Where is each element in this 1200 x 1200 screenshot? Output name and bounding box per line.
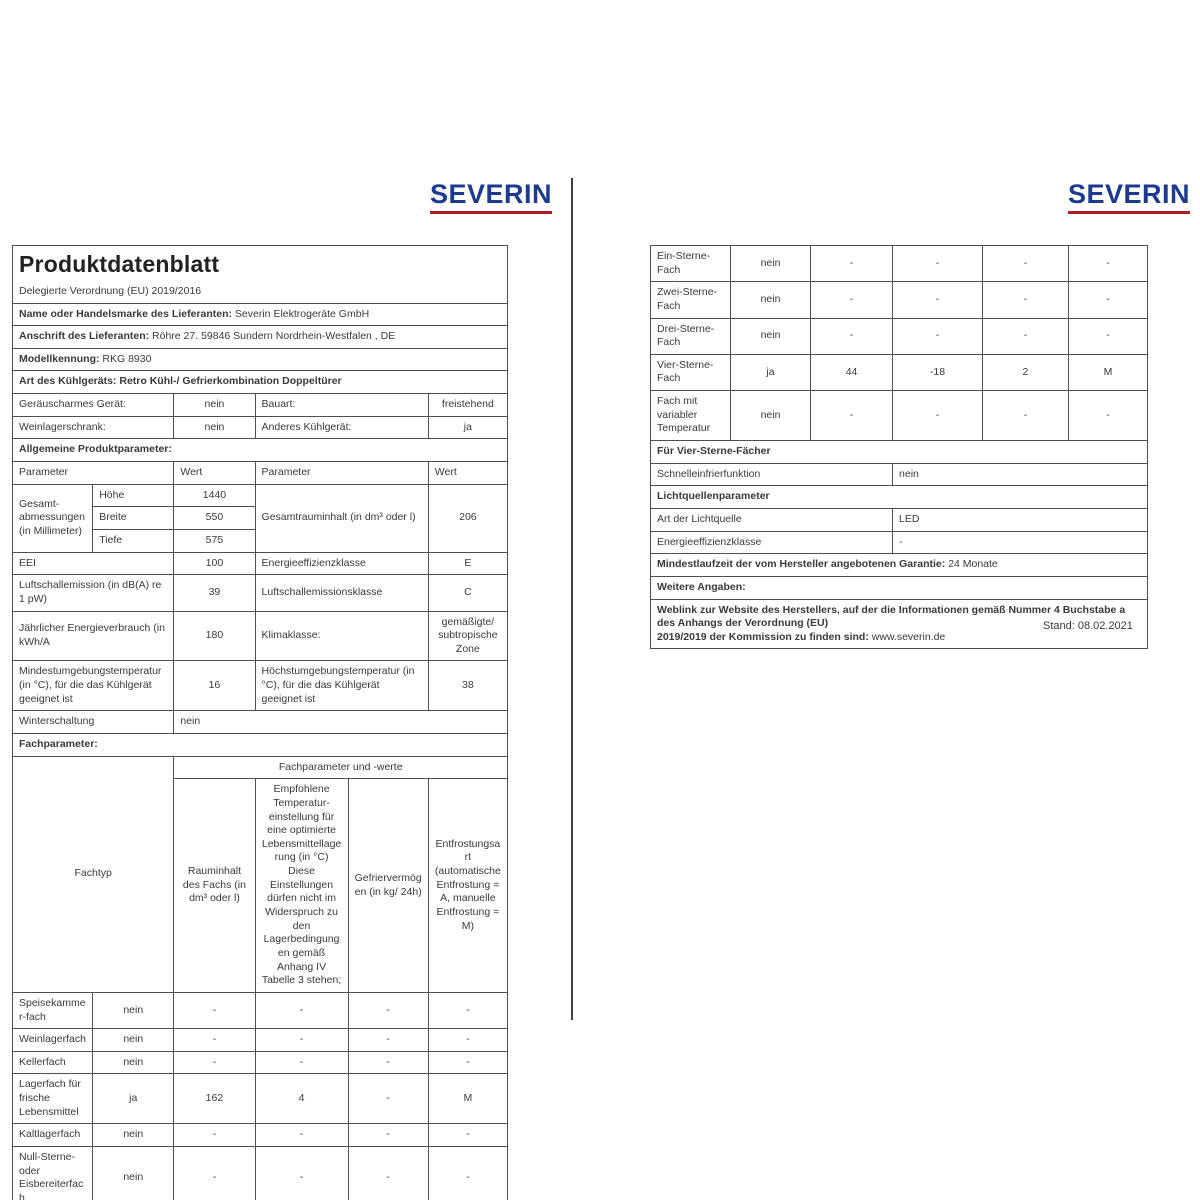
- cell-value: nein: [93, 1029, 174, 1052]
- field-label: Art des Kühlgeräts:: [19, 375, 117, 388]
- compartment-label: Weinlagerfach: [13, 1029, 93, 1052]
- param-label: Klimaklasse:: [255, 611, 428, 661]
- field-label: Name oder Handelsmarke des Lieferanten:: [19, 307, 232, 320]
- dimension-name: Tiefe: [93, 529, 174, 552]
- device-type-row: [13, 371, 508, 394]
- param-label: Anderes Kühlgerät:: [255, 416, 428, 439]
- cell-value: -: [255, 1124, 348, 1147]
- compartment-label: Drei-Sterne-Fach: [651, 318, 731, 354]
- cell-value: -: [428, 1147, 507, 1200]
- section-header: Weitere Angaben:: [651, 576, 1148, 599]
- table-row: [13, 1124, 508, 1147]
- cell-value: M: [428, 1074, 507, 1124]
- param-value: 39: [174, 575, 255, 611]
- fast-freeze-row: [651, 463, 1148, 486]
- column-header: Parameter: [13, 462, 174, 485]
- cell-value: -: [893, 282, 983, 318]
- dimension-name: Höhe: [93, 484, 174, 507]
- cell-value: -: [982, 246, 1068, 282]
- cell-value: -: [174, 1124, 255, 1147]
- cell-value: -: [982, 318, 1068, 354]
- param-label: Jährlicher Energieverbrauch (in kWh/A: [13, 611, 174, 661]
- field-value: 24 Monate: [948, 558, 998, 571]
- column-header: Wert: [174, 462, 255, 485]
- param-value: 38: [428, 661, 507, 711]
- param-label: Gesamtrauminhalt (in dm³ oder l): [255, 484, 428, 552]
- param-label: EEI: [13, 552, 174, 575]
- four-star-section-row: [651, 441, 1148, 464]
- energy-row: [13, 611, 508, 661]
- cell-value: M: [1068, 354, 1147, 390]
- column-header: Fachtyp: [13, 756, 174, 992]
- dimensions-row-hoehe: [13, 484, 508, 507]
- cell-value: 2: [982, 354, 1068, 390]
- cell-value: nein: [93, 1124, 174, 1147]
- cell-value: 44: [811, 354, 893, 390]
- field-label: Modellkennung:: [19, 352, 100, 365]
- param-value: gemäßigte/ subtropische Zone: [428, 611, 507, 661]
- cell-value: -: [1068, 391, 1147, 441]
- compartment-label: Ein-Sterne-Fach: [651, 246, 731, 282]
- table-row: [651, 391, 1148, 441]
- winter-switch-row: [13, 711, 508, 734]
- quiet-device-row: [13, 394, 508, 417]
- cell-value: -: [428, 992, 507, 1028]
- field-label: Anschrift des Lieferanten:: [19, 330, 150, 343]
- page-title: Produktdatenblatt: [19, 251, 220, 277]
- section-header: Für Vier-Sterne-Fächer: [651, 441, 1148, 464]
- severin-logo-right: [1068, 181, 1190, 214]
- cell-value: -: [428, 1051, 507, 1074]
- param-value: 16: [174, 661, 255, 711]
- param-value: ja: [428, 416, 507, 439]
- table-row: [13, 992, 508, 1028]
- field-label: 2019/2019 der Kommission zu finden sind:: [657, 630, 869, 643]
- severin-logo-text: SEVERIN: [430, 181, 552, 214]
- table-row: [13, 1029, 508, 1052]
- cell-value: -: [255, 1051, 348, 1074]
- column-header: Parameter: [255, 462, 428, 485]
- param-value: nein: [174, 711, 508, 734]
- param-label: Gesamt-abmessungen (in Millimeter): [13, 484, 93, 552]
- param-label: Winterschaltung: [13, 711, 174, 734]
- dimension-value: 1440: [174, 484, 255, 507]
- cell-value: -: [348, 1029, 428, 1052]
- compartment-label: Lagerfach für frische Lebensmittel: [13, 1074, 93, 1124]
- compartment-label: Zwei-Sterne-Fach: [651, 282, 731, 318]
- supplier-address-row: [13, 326, 508, 349]
- column-header: Rauminhalt des Fachs (in dm³ oder l): [174, 779, 255, 993]
- cell-value: 4: [255, 1074, 348, 1124]
- param-label: Geräuscharmes Gerät:: [13, 394, 174, 417]
- field-label: Weblink zur Website des Herstellers, auf der die Informationen gemäß Nummer 4 Buchstabe a des Anhangs der Verordnung (EU): [657, 603, 1126, 630]
- cell-value: -: [1068, 282, 1147, 318]
- cell-value: nein: [731, 391, 811, 441]
- light-section-row: [651, 486, 1148, 509]
- section-header: Lichtquellenparameter: [651, 486, 1148, 509]
- table-row: [651, 318, 1148, 354]
- param-value: nein: [174, 394, 255, 417]
- cell-value: nein: [731, 246, 811, 282]
- column-header: Wert: [428, 462, 507, 485]
- cell-value: -: [174, 992, 255, 1028]
- param-header-row: [13, 462, 508, 485]
- cell-value: ja: [93, 1074, 174, 1124]
- table-row: [13, 1147, 508, 1200]
- general-section-row: [13, 439, 508, 462]
- cell-value: nein: [93, 992, 174, 1028]
- model-row: [13, 348, 508, 371]
- field-value: RKG 8930: [102, 352, 152, 365]
- product-datasheet-table: [12, 245, 508, 1200]
- cell-value: -: [348, 1147, 428, 1200]
- param-value: 206: [428, 484, 507, 552]
- cell-value: -: [428, 1124, 507, 1147]
- ambient-temp-row: [13, 661, 508, 711]
- param-value: LED: [893, 508, 1148, 531]
- dimension-value: 575: [174, 529, 255, 552]
- param-label: Energieeffizienzklasse: [255, 552, 428, 575]
- cell-value: ja: [731, 354, 811, 390]
- compartment-group-header-row: [13, 756, 508, 779]
- cell-value: nein: [731, 282, 811, 318]
- field-label: Mindestlaufzeit der vom Hersteller angebotenen Garantie:: [657, 558, 946, 571]
- cell-value: -: [255, 1029, 348, 1052]
- weblink-url: www.severin.de: [871, 630, 946, 643]
- param-value: E: [428, 552, 507, 575]
- table-row: [651, 246, 1148, 282]
- param-value: 180: [174, 611, 255, 661]
- table-row: [651, 354, 1148, 390]
- param-label: Schnelleinfrierfunktion: [651, 463, 893, 486]
- title-row: [13, 246, 508, 304]
- param-label: Mindestumgebungstemperatur (in °C), für die das Kühlgerät geeignet ist: [13, 661, 174, 711]
- cell-value: -: [811, 282, 893, 318]
- field-value: Severin Elektrogeräte GmbH: [234, 307, 370, 320]
- param-label: Energieeffizienzklasse: [651, 531, 893, 554]
- revision-date: Stand: 08.02.2021: [1043, 620, 1133, 632]
- right-page: [650, 245, 1148, 649]
- compartment-label: Kaltlagerfach: [13, 1124, 93, 1147]
- cell-value: -: [1068, 246, 1147, 282]
- cell-value: -: [174, 1051, 255, 1074]
- section-header: Allgemeine Produktparameter:: [13, 439, 508, 462]
- cell-value: 162: [174, 1074, 255, 1124]
- field-value: Röhre 27. 59846 Sundern Nordrhein-Westfalen , DE: [152, 330, 396, 343]
- column-header: Empfohlene Temperatur-einstellung für eine optimierte Lebensmittellagerung (in °C) Diese Einstellungen dürfen nicht im Widerspruch zu den Lagerbedingungen gemäß Anhang IV Tabelle 3 stehen;: [255, 779, 348, 993]
- cell-value: -: [893, 391, 983, 441]
- param-label: Art der Lichtquelle: [651, 508, 893, 531]
- param-label: Luftschallemission (in dB(A) re 1 pW): [13, 575, 174, 611]
- param-value: nein: [174, 416, 255, 439]
- param-value: -: [893, 531, 1148, 554]
- field-value: Retro Kühl-/ Gefrierkombination Doppeltürer: [119, 375, 342, 388]
- light-eei-row: [651, 531, 1148, 554]
- section-header: Fachparameter:: [13, 733, 508, 756]
- cell-value: -: [174, 1147, 255, 1200]
- dimension-name: Breite: [93, 507, 174, 530]
- cell-value: -: [348, 992, 428, 1028]
- noise-row: [13, 575, 508, 611]
- table-row: [13, 1074, 508, 1124]
- compartment-label: Null-Sterne- oder Eisbereiterfach: [13, 1147, 93, 1200]
- cell-value: -: [811, 318, 893, 354]
- page-subtitle: Delegierte Verordnung (EU) 2019/2016: [19, 284, 202, 297]
- cell-value: -: [428, 1029, 507, 1052]
- table-row: [651, 282, 1148, 318]
- column-header: Gefriervermögen (in kg/ 24h): [348, 779, 428, 993]
- cell-value: -: [174, 1029, 255, 1052]
- cell-value: -: [982, 391, 1068, 441]
- param-value: 100: [174, 552, 255, 575]
- cell-value: -: [255, 1147, 348, 1200]
- severin-logo-left: [430, 181, 552, 214]
- cell-value: nein: [93, 1147, 174, 1200]
- compartment-section-row: [13, 733, 508, 756]
- more-info-row: [651, 576, 1148, 599]
- compartment-label: Speisekammer-fach: [13, 992, 93, 1028]
- cell-value: -: [811, 246, 893, 282]
- supplier-name-row: [13, 303, 508, 326]
- cell-value: -18: [893, 354, 983, 390]
- cell-value: -: [893, 246, 983, 282]
- compartment-label: Vier-Sterne-Fach: [651, 354, 731, 390]
- cell-value: nein: [731, 318, 811, 354]
- cell-value: -: [255, 992, 348, 1028]
- param-label: Weinlagerschrank:: [13, 416, 174, 439]
- cell-value: -: [982, 282, 1068, 318]
- wine-storage-row: [13, 416, 508, 439]
- cell-value: -: [1068, 318, 1147, 354]
- param-label: Höchstumgebungstemperatur (in °C), für die das Kühlgerät geeignet ist: [255, 661, 428, 711]
- eei-row: [13, 552, 508, 575]
- severin-logo-text: SEVERIN: [1068, 181, 1190, 214]
- cell-value: -: [348, 1124, 428, 1147]
- cell-value: -: [811, 391, 893, 441]
- column-header: Fachparameter und -werte: [174, 756, 508, 779]
- left-page: [12, 245, 508, 1200]
- dimension-value: 550: [174, 507, 255, 530]
- compartment-label: Fach mit variabler Temperatur: [651, 391, 731, 441]
- warranty-row: [651, 554, 1148, 577]
- page-divider-line: [571, 178, 573, 1020]
- table-row: [13, 1051, 508, 1074]
- column-header: Entfrostungsart (automatische Entfrostung = A, manuelle Entfrostung = M): [428, 779, 507, 993]
- cell-value: -: [348, 1051, 428, 1074]
- cell-value: nein: [93, 1051, 174, 1074]
- param-value: C: [428, 575, 507, 611]
- product-datasheet-table-continued: [650, 245, 1148, 649]
- light-type-row: [651, 508, 1148, 531]
- param-label: Bauart:: [255, 394, 428, 417]
- param-label: Luftschallemissionsklasse: [255, 575, 428, 611]
- param-value: freistehend: [428, 394, 507, 417]
- compartment-label: Kellerfach: [13, 1051, 93, 1074]
- param-value: nein: [893, 463, 1148, 486]
- cell-value: -: [348, 1074, 428, 1124]
- cell-value: -: [893, 318, 983, 354]
